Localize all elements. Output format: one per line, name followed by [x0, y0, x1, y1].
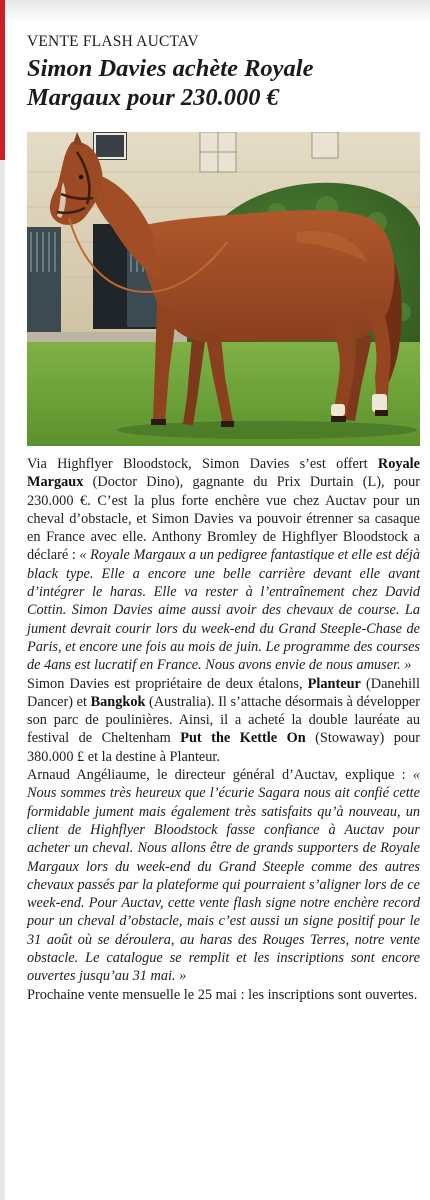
page-edge — [0, 0, 5, 1200]
paragraph-3-text-a: Arnaud Angéliaume, le directeur général d’Auctav, explique : — [27, 767, 413, 784]
paragraph-1-text-b: (Doctor Dino), gagnante du Prix Durtain (L), pour 230.000 €. C’est la plus forte enchère vue chez Auctav pour un cheval d’obstacle, et Simon Davies va pouvoir étrenner sa casaque en France avec elle. Anthony Bromley de Highflyer Bloodstock a déclaré : — [27, 474, 420, 564]
quote-bromley: « Royale Margaux a un pedigree fantastique et elle est déjà black type. Elle a encore une belle carrière devant elle avant d’intégrer le haras. Elle va rester à l’entraînement chez David Cottin. Simon Davies aime aussi avoir des chevaux de course. La jument devrait courir lors du week-end du Grand Steeple-Chase de Paris, et encore une fois au mois de juin. Le programme des courses de 4ans est lucratif en France. Nous avons envie de nous amuser. » — [27, 547, 420, 674]
page-top-shade — [5, 0, 430, 22]
stallion-name-planteur: Planteur — [307, 675, 361, 692]
stable-door-left — [27, 227, 61, 332]
paragraph-2 — [27, 675, 420, 766]
horse-photo — [27, 132, 420, 446]
article-header — [27, 32, 407, 112]
paragraph-4 — [27, 986, 420, 1004]
article-body — [27, 455, 420, 1004]
paragraph-2-text-b: (Danehill Dancer) et — [27, 675, 420, 710]
horse-name-royale-margaux: Royale Margaux — [27, 456, 420, 491]
paragraph-2-text-d: (Stowaway) pour 380.000 £ et la destine à Planteur. — [27, 730, 420, 765]
paragraph-2-text-a: Simon Davies est propriétaire de deux étalons, — [27, 675, 308, 692]
quote-angeliaume: « Nous sommes très heureux que l’écurie Sagara nous ait confié cette formidable jument mais également très satisfaits qu’à nouveau, un client de Highflyer Bloodstock fasse confiance à Auctav pour acheter un cheval. Nous allons être de grands supporters de Royale Margaux lors du week-end du Grand Steeple comme des autres chevaux passés par la plateforme qui pourraient s’aligner lors de ce week-end. Pour Auctav, cette vente flash signe notre enchère record pour un cheval d’obstacle, mais c’est aussi un signe positif pour le 31 août où se déroulera, au haras des Rouges Terres, notre vente obstacle. Le catalogue se remplit et les inscriptions sont encore ouvertes jusqu’au 31 mai. » — [27, 767, 420, 985]
mare-name-put-the-kettle-on: Put the Kettle On — [180, 730, 306, 747]
article-headline: Simon Davies achète Royale Margaux pour 230.000 € — [27, 55, 314, 111]
stallion-name-bangkok: Bangkok — [90, 693, 146, 710]
article-kicker: VENTE FLASH AUCTAV — [27, 33, 199, 50]
paragraph-3 — [27, 766, 420, 986]
upper-window-far — [312, 132, 338, 158]
paragraph-1-text-a: Via Highflyer Bloodstock, Simon Davies s’est offert — [27, 456, 378, 472]
paragraph-1 — [27, 455, 420, 675]
paragraph-4-text: Prochaine vente mensuelle le 25 mai : les inscriptions sont ouvertes. — [27, 986, 418, 1003]
upper-window-left — [93, 132, 127, 160]
paragraph-2-text-c: (Australia). Il s’attache désormais à développer son parc de poulinières. Ainsi, il a acheté la double lauréate au festival de Cheltenham — [27, 693, 421, 747]
